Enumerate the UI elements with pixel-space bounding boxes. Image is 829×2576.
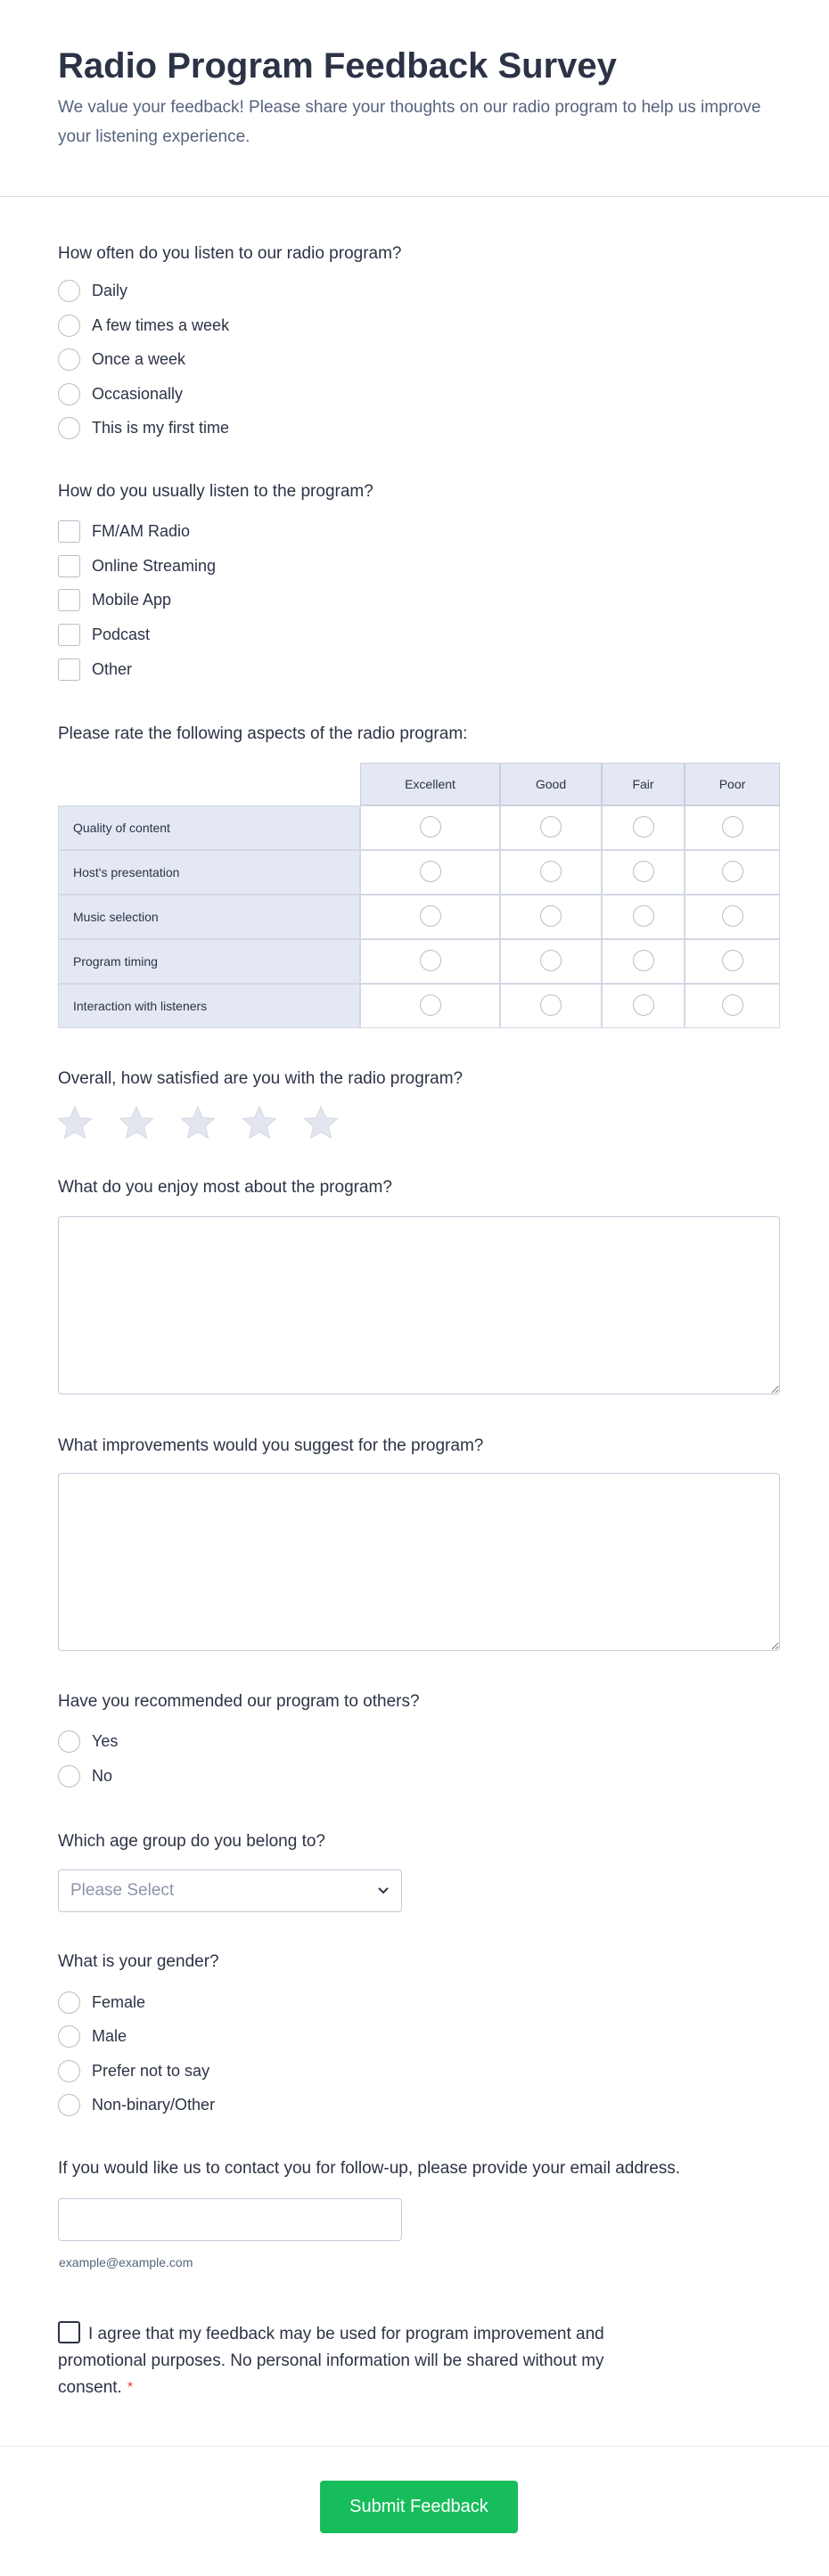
question-frequency-label: How often do you listen to our radio program?	[58, 244, 402, 263]
radio-button[interactable]	[58, 315, 80, 337]
radio-button[interactable]	[58, 2060, 80, 2082]
option-label: Occasionally	[92, 384, 184, 403]
listening-method-option[interactable]	[58, 589, 171, 611]
option-label: Daily	[92, 282, 128, 299]
checkbox[interactable]	[58, 658, 80, 681]
age-group-select[interactable]	[58, 1869, 402, 1912]
radio-button[interactable]	[58, 1765, 80, 1787]
question-improvements-label: What improvements would you suggest for the program?	[58, 1436, 484, 1455]
matrix-cell	[602, 984, 685, 1028]
matrix-row	[58, 939, 780, 984]
listening-method-option[interactable]	[58, 624, 150, 646]
option-label: Once a week	[92, 350, 186, 368]
gender-option[interactable]	[58, 2094, 215, 2116]
listening-method-option[interactable]	[58, 658, 132, 681]
matrix-cell	[500, 850, 602, 895]
option-label: Prefer not to say	[92, 2061, 210, 2080]
consent-text: I agree that my feedback may be used for program improvement and promotional purposes. No personal information will be shared without my consent.	[58, 2325, 604, 2397]
matrix-radio-button[interactable]	[420, 994, 441, 1016]
option-label: This is my first time	[92, 419, 230, 437]
matrix-radio-button[interactable]	[633, 950, 654, 971]
radio-button[interactable]	[58, 2025, 80, 2048]
matrix-radio-button[interactable]	[420, 905, 441, 927]
star-rating-icon[interactable]	[57, 1105, 93, 1141]
frequency-option[interactable]	[58, 417, 229, 439]
option-label: Yes	[92, 1732, 119, 1750]
option-label: Mobile App	[92, 591, 172, 609]
option-label: Other	[92, 659, 133, 678]
matrix-cell	[500, 984, 602, 1028]
matrix-cell	[360, 895, 500, 939]
matrix-col-header: Fair	[602, 763, 685, 806]
enjoy-textarea[interactable]	[58, 1216, 780, 1394]
matrix-col-header: Excellent	[360, 763, 500, 806]
matrix-radio-button[interactable]	[633, 861, 654, 882]
radio-button[interactable]	[58, 1991, 80, 2014]
matrix-cell	[602, 806, 685, 850]
matrix-row	[58, 895, 780, 939]
matrix-radio-button[interactable]	[633, 816, 654, 838]
matrix-cell	[500, 939, 602, 984]
option-label: Podcast	[92, 626, 151, 644]
matrix-corner	[58, 763, 360, 806]
matrix-radio-button[interactable]	[420, 950, 441, 971]
matrix-radio-button[interactable]	[722, 861, 743, 882]
matrix-radio-button[interactable]	[540, 905, 562, 927]
frequency-option[interactable]	[58, 315, 229, 337]
matrix-radio-button[interactable]	[722, 816, 743, 838]
matrix-col-header: Good	[500, 763, 602, 806]
radio-button[interactable]	[58, 417, 80, 439]
question-listening-method-label: How do you usually listen to the program?	[58, 482, 373, 501]
matrix-radio-button[interactable]	[722, 994, 743, 1016]
listening-method-option[interactable]	[58, 555, 216, 577]
frequency-option[interactable]	[58, 383, 183, 405]
star-rating-icon[interactable]	[242, 1105, 277, 1141]
question-age-group-label: Which age group do you belong to?	[58, 1832, 325, 1851]
question-email-label: If you would like us to contact you for follow-up, please provide your email address.	[58, 2159, 681, 2178]
improvements-textarea[interactable]	[58, 1473, 780, 1651]
frequency-option[interactable]	[58, 280, 127, 302]
page-subtitle: We value your feedback! Please share your thoughts on our radio program to help us improve your listening experience.	[58, 98, 761, 146]
question-satisfaction-label: Overall, how satisfied are you with the radio program?	[58, 1069, 464, 1088]
matrix-radio-button[interactable]	[633, 994, 654, 1016]
option-label: Online Streaming	[92, 556, 217, 575]
option-label: Male	[92, 2027, 127, 2046]
matrix-radio-button[interactable]	[540, 816, 562, 838]
matrix-radio-button[interactable]	[633, 905, 654, 927]
radio-button[interactable]	[58, 383, 80, 405]
matrix-cell	[500, 806, 602, 850]
option-label: A few times a week	[92, 315, 230, 334]
radio-button[interactable]	[58, 280, 80, 302]
star-rating-icon[interactable]	[119, 1105, 154, 1141]
matrix-cell	[685, 806, 780, 850]
footer-divider	[0, 2446, 829, 2447]
star-rating-icon[interactable]	[180, 1105, 216, 1141]
matrix-row	[58, 850, 780, 895]
question-recommended-label: Have you recommended our program to others?	[58, 1692, 420, 1711]
matrix-cell	[685, 939, 780, 984]
gender-option[interactable]	[58, 2060, 209, 2082]
matrix-radio-button[interactable]	[540, 861, 562, 882]
matrix-cell	[685, 895, 780, 939]
matrix-radio-button[interactable]	[420, 816, 441, 838]
frequency-option[interactable]	[58, 348, 185, 371]
matrix-row-label: Quality of content	[58, 806, 360, 850]
gender-option[interactable]	[58, 1991, 145, 2014]
matrix-row	[58, 806, 780, 850]
option-label: No	[92, 1767, 113, 1785]
matrix-cell	[360, 850, 500, 895]
chevron-down-icon	[377, 1886, 390, 1895]
header-divider	[0, 196, 829, 197]
checkbox[interactable]	[58, 520, 80, 543]
matrix-radio-button[interactable]	[540, 994, 562, 1016]
matrix-cell	[602, 939, 685, 984]
option-label: Non-binary/Other	[92, 2095, 216, 2114]
email-sublabel: example@example.com	[59, 2255, 193, 2269]
radio-button[interactable]	[58, 2094, 80, 2116]
matrix-cell	[360, 984, 500, 1028]
matrix-row-label: Program timing	[58, 939, 360, 984]
matrix-radio-button[interactable]	[420, 861, 441, 882]
recommended-option[interactable]	[58, 1765, 112, 1787]
matrix-radio-button[interactable]	[540, 950, 562, 971]
matrix-cell	[500, 895, 602, 939]
star-rating-icon[interactable]	[303, 1105, 339, 1141]
age-group-placeholder: Please Select	[70, 1881, 175, 1900]
question-enjoy-label: What do you enjoy most about the program?	[58, 1178, 392, 1197]
matrix-cell	[685, 984, 780, 1028]
checkbox[interactable]	[58, 589, 80, 611]
matrix-row-label: Music selection	[58, 895, 360, 939]
matrix-cell	[602, 850, 685, 895]
gender-option[interactable]	[58, 2025, 127, 2048]
listening-method-option[interactable]	[58, 520, 190, 543]
matrix-cell	[360, 806, 500, 850]
required-asterisk: *	[127, 2380, 134, 2395]
checkbox[interactable]	[58, 624, 80, 646]
question-gender-label: What is your gender?	[58, 1952, 219, 1971]
question-rating-label: Please rate the following aspects of the radio program:	[58, 724, 468, 743]
radio-button[interactable]	[58, 1730, 80, 1753]
option-label: FM/AM Radio	[92, 522, 191, 540]
matrix-radio-button[interactable]	[722, 905, 743, 927]
radio-button[interactable]	[58, 348, 80, 371]
matrix-row-label: Host's presentation	[58, 850, 360, 895]
recommended-option[interactable]	[58, 1730, 118, 1753]
matrix-cell	[602, 895, 685, 939]
email-input[interactable]	[58, 2198, 402, 2241]
matrix-row	[58, 984, 780, 1028]
consent-field	[58, 2321, 682, 2401]
submit-button[interactable]: Submit Feedback	[320, 2481, 518, 2533]
rating-matrix	[58, 763, 780, 1028]
matrix-cell	[685, 850, 780, 895]
page-title: Radio Program Feedback Survey	[58, 46, 617, 86]
matrix-row-label: Interaction with listeners	[58, 984, 360, 1028]
consent-checkbox[interactable]	[58, 2321, 80, 2343]
checkbox[interactable]	[58, 555, 80, 577]
matrix-radio-button[interactable]	[722, 950, 743, 971]
matrix-cell	[360, 939, 500, 984]
option-label: Female	[92, 1993, 146, 2011]
matrix-col-header: Poor	[685, 763, 780, 806]
